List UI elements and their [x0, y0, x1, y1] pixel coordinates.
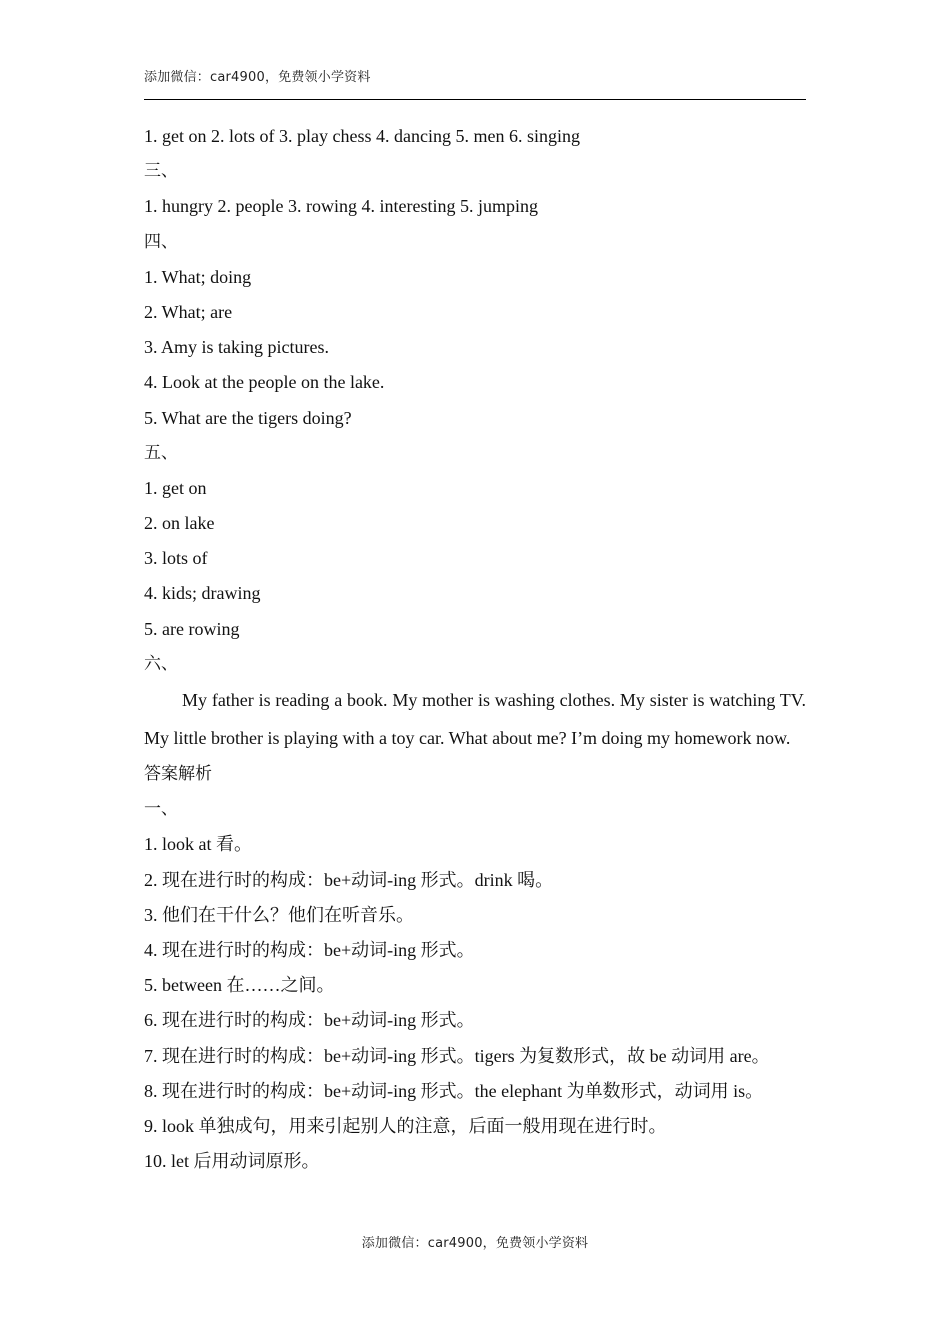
answer-line: 1. get on: [144, 477, 207, 498]
header-divider: [144, 99, 806, 100]
page-header: 添加微信：car4900，免费领小学资料: [144, 70, 371, 85]
section-heading-5: 五、: [144, 442, 178, 463]
answer-line: 3. lots of: [144, 548, 208, 569]
explanation-line: 1. look at 看。: [144, 834, 252, 855]
explanation-line: 7. 现在进行时的构成：be+动词-ing 形式。tigers 为复数形式，故 be 动词用 are。: [144, 1045, 770, 1066]
writing-paragraph: My father is reading a book. My mother is washing clothes. My sister is watching TV. My little brother is playing with a toy car. What about me? I’m doing my homework now.: [144, 690, 806, 748]
answer-line: 4. Look at the people on the lake.: [144, 372, 385, 393]
explanation-line: 10. let 后用动词原形。: [144, 1151, 320, 1172]
explanation-line: 5. between 在……之间。: [144, 975, 335, 996]
answer-line-section-3: 1. hungry 2. people 3. rowing 4. interesting 5. jumping: [144, 196, 538, 217]
section-heading-4: 四、: [144, 231, 178, 252]
explanation-line: 2. 现在进行时的构成：be+动词-ing 形式。drink 喝。: [144, 869, 554, 890]
explanation-line: 9. look 单独成句，用来引起别人的注意，后面一般用现在进行时。: [144, 1115, 667, 1136]
explanation-line: 8. 现在进行时的构成：be+动词-ing 形式。the elephant 为单数形式，动词用 is。: [144, 1080, 764, 1101]
answer-line: 5. are rowing: [144, 618, 240, 639]
answer-line-section-2: 1. get on 2. lots of 3. play chess 4. dancing 5. men 6. singing: [144, 126, 580, 146]
answer-line: 4. kids; drawing: [144, 583, 261, 604]
explanation-line: 6. 现在进行时的构成：be+动词-ing 形式。: [144, 1010, 475, 1031]
answer-line: 3. Amy is taking pictures.: [144, 337, 329, 358]
answer-line: 2. on lake: [144, 513, 215, 534]
answer-line: 2. What; are: [144, 301, 233, 322]
answer-line: 5. What are the tigers doing?: [144, 407, 352, 428]
explanation-heading: 答案解析: [144, 764, 212, 784]
answer-line: 1. What; doing: [144, 266, 252, 287]
document-body: [144, 119, 806, 1179]
page-footer: 添加微信：car4900，免费领小学资料: [361, 1236, 589, 1251]
section-heading-1: 一、: [144, 799, 178, 820]
section-heading-3: 三、: [144, 161, 178, 182]
explanation-line: 3. 他们在干什么？他们在听音乐。: [144, 904, 414, 925]
explanation-line: 4. 现在进行时的构成：be+动词-ing 形式。: [144, 939, 475, 960]
section-heading-6: 六、: [144, 653, 178, 674]
